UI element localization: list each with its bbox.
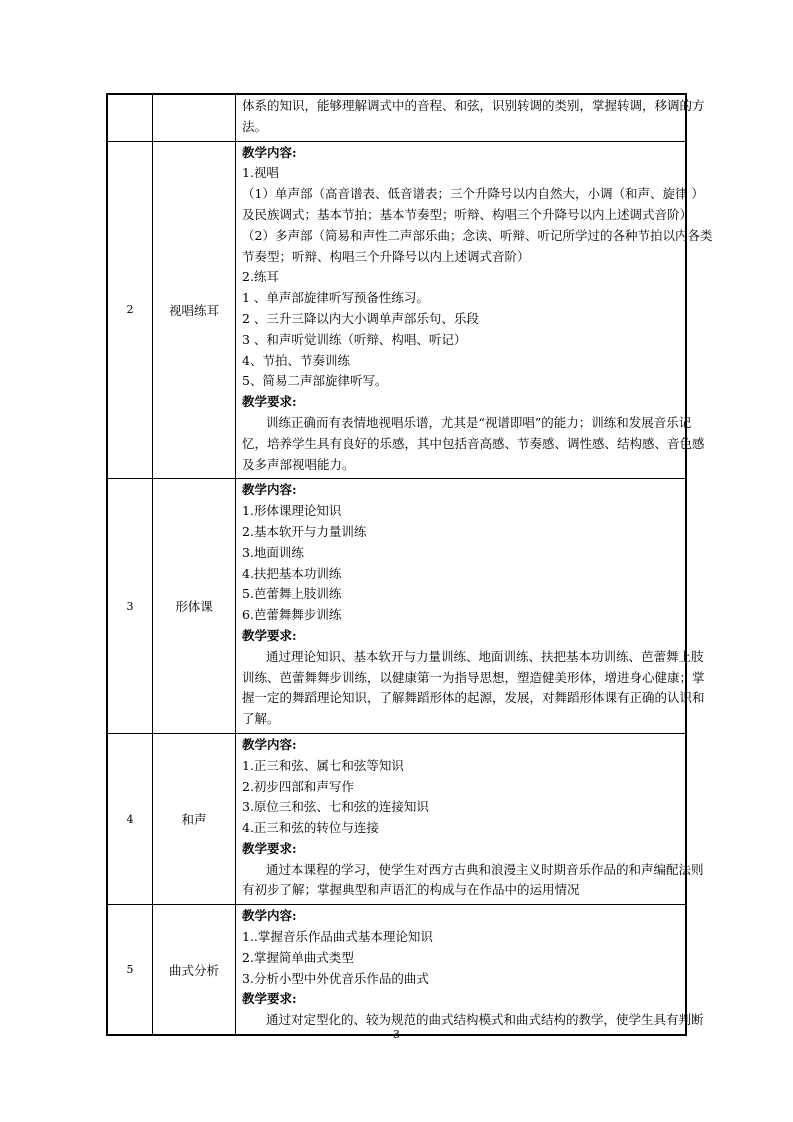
content-line: 4.正三和弦的转位与连接 xyxy=(242,820,379,836)
course-name: 形体课 xyxy=(153,479,236,734)
requirement-heading: 教学要求: xyxy=(242,394,297,410)
table-row xyxy=(107,94,686,141)
course-content xyxy=(236,905,704,1035)
requirement-line: 通过理论知识、基本软开与力量训练、地面训练、扶把基本功训练、芭蕾舞上肢 xyxy=(266,648,704,664)
content-line: 5.芭蕾舞上肢训练 xyxy=(242,586,342,602)
course-content xyxy=(236,141,713,479)
requirement-line: 握一定的舞蹈理论知识，了解舞蹈形体的起源，发展，对舞蹈形体课有正确的认识和 xyxy=(242,690,705,706)
requirement-line: 及多声部视唱能力。 xyxy=(242,456,355,472)
table-row xyxy=(107,141,686,479)
text-line: 法。 xyxy=(242,118,268,134)
content-line: 6.芭蕾舞舞步训练 xyxy=(242,607,342,623)
content-line: 1.视唱 xyxy=(242,165,279,181)
requirement-heading: 教学要求: xyxy=(242,991,297,1007)
requirement-line: 通过对定型化的、较为规范的曲式结构模式和曲式结构的教学，使学生具有判断 xyxy=(266,1012,704,1028)
content-line: 及民族调式；基本节拍；基本节奏型；听辩、构唱三个升降号以内上述调式音阶） xyxy=(242,206,693,222)
content-line: （1）单声部（高音谱表、低音谱表；三个升降号以内自然大，小调（和声、旋律 ） xyxy=(242,186,704,202)
requirement-line: 了解。 xyxy=(242,711,280,727)
content-heading: 教学内容: xyxy=(242,144,297,160)
requirement-heading: 教学要求: xyxy=(242,627,297,643)
text-line: 体系的知识，能够理解调式中的音程、和弦，识别转调的类别，掌握转调，移调的方 xyxy=(242,98,705,113)
requirement-line: 有初步了解；掌握典型和声语汇的构成与在作品中的运用情况 xyxy=(242,882,580,898)
content-line: 1.正三和弦、属七和弦等知识 xyxy=(242,757,404,773)
page-number: 3 xyxy=(393,1028,400,1041)
course-table xyxy=(106,93,713,1036)
content-line: 1..掌握音乐作品曲式基本理论知识 xyxy=(242,929,433,945)
content-line: 1.形体课理论知识 xyxy=(242,503,342,519)
requirement-line: 训练正确而有表情地视唱乐谱，尤其是“视谱即唱”的能力；训练和发展音乐记 xyxy=(266,414,692,430)
course-content xyxy=(236,479,705,734)
content-line: 节奏型；听辩、构唱三个升降号以内上述调式音阶） xyxy=(242,248,530,264)
table-row xyxy=(107,479,686,734)
table-row xyxy=(107,905,686,1035)
content-line: 2.初步四部和声写作 xyxy=(242,778,354,794)
content-line: 2.掌握简单曲式类型 xyxy=(242,949,354,965)
content-line: 2.基本软开与力量训练 xyxy=(242,523,367,539)
content-heading: 教学内容: xyxy=(242,482,297,498)
course-name xyxy=(153,94,236,141)
course-content xyxy=(236,94,705,141)
content-line: 1 、单声部旋律听写预备性练习。 xyxy=(242,290,429,306)
requirement-line: 忆，培养学生具有良好的乐感，其中包括音高感、节奏感、调性感、结构感、音色感 xyxy=(242,435,705,451)
content-line: 3.地面训练 xyxy=(242,544,304,560)
row-number: 3 xyxy=(107,479,153,734)
content-line: 4、节拍、节奏训练 xyxy=(242,352,350,368)
content-line: 3.原位三和弦、七和弦的连接知识 xyxy=(242,799,429,815)
course-name: 视唱练耳 xyxy=(153,141,236,479)
row-number: 4 xyxy=(107,733,153,904)
row-number: 5 xyxy=(107,905,153,1035)
content-line: 2 、三升三降以内大小调单声部乐句、乐段 xyxy=(242,310,479,326)
content-line: （2）多声部（简易和声性二声部乐曲；念读、听辩、听记所学过的各种节拍以内各类 xyxy=(242,227,713,243)
course-name: 曲式分析 xyxy=(153,905,236,1035)
table-row xyxy=(107,733,686,904)
content-line: 4.扶把基本功训练 xyxy=(242,565,342,581)
content-line: 3.分析小型中外优音乐作品的曲式 xyxy=(242,970,429,986)
content-heading: 教学内容: xyxy=(242,908,297,924)
row-number: 2 xyxy=(107,141,153,479)
content-heading: 教学内容: xyxy=(242,736,297,752)
requirement-line: 通过本课程的学习，使学生对西方古典和浪漫主义时期音乐作品的和声编配法则 xyxy=(266,861,704,877)
row-number xyxy=(107,94,153,141)
content-line: 2.练耳 xyxy=(242,269,279,285)
content-line: 5、简易二声部旋律听写。 xyxy=(242,373,388,389)
requirement-heading: 教学要求: xyxy=(242,840,297,856)
content-line: 3 、和声听觉训练（听辩、构唱、听记） xyxy=(242,331,467,347)
requirement-line: 训练、芭蕾舞舞步训练，以健康第一为指导思想，塑造健美形体，增进身心健康；掌 xyxy=(242,669,705,685)
course-content xyxy=(236,733,704,904)
course-name: 和声 xyxy=(153,733,236,904)
